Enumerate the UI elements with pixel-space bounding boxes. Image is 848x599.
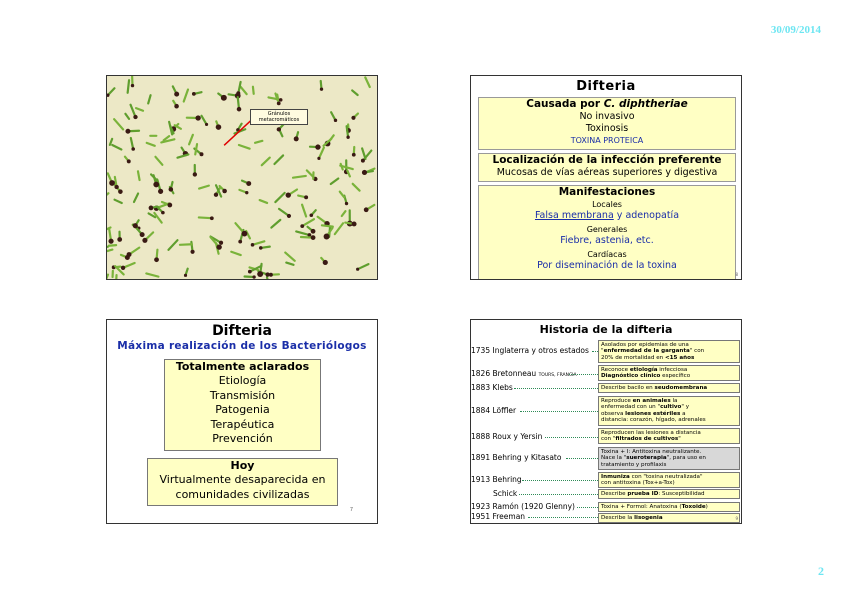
slide-micrograph [106,75,378,280]
slide-title: Historia de la difteria [539,323,673,336]
connector-line [545,437,598,438]
history-box: Toxina + I: Antitoxina neutralizante. Nace la "sueroterapia", para uso en tratamiento y profilaxis [598,447,740,470]
today-box [147,458,338,506]
history-box: Toxina + Formol: Anatoxina (Toxoide) [598,502,740,512]
today-line-2: comunidades civilizadas [175,487,310,501]
connector-line [577,507,598,508]
micrograph-image [107,76,377,279]
history-row: 1735 Inglaterra y otros estados [471,346,589,355]
history-row: Schick [493,489,518,498]
history-row: 1884 Löffler [471,406,517,415]
cause-line-3: TOXINA PROTEICA [570,136,644,145]
connector-line [514,388,598,389]
clarified-item: Etiología [218,374,267,387]
manifestations-box [478,185,736,280]
clarified-item: Terapéutica [210,417,275,431]
page-number: 2 [818,564,824,578]
connector-line [520,411,598,412]
slide-number: 8 [735,272,738,277]
connector-line [528,517,598,518]
slide-difteria-summary [470,75,742,280]
slide-number: 7 [349,507,353,513]
history-box: Reconoce etiología infecciosa Diagnóstico clínico específico [598,365,740,381]
location-box [478,153,736,182]
today-line-1: Virtualmente desaparecida en [159,473,326,486]
clarified-item: Patogenia [215,403,270,416]
cause-line-2: Toxinosis [585,123,629,134]
manifestations-heading: Manifestaciones [558,186,656,198]
history-box: Reproducen las lesiones a distancia con "filtrados de cultivos" [598,428,740,444]
history-row: 1913 Behring [471,475,522,484]
cardiacas-label: Cardíacas [587,250,627,259]
generales-text: Fiebre, astenia, etc. [560,235,654,246]
connector-line [522,480,598,481]
cause-line-1: No invasivo [579,111,635,122]
slide-number: 9 [735,516,738,521]
connector-line [569,374,598,375]
header-date: 30/09/2014 [770,24,821,36]
history-box: Reproduce en animales la enfermedad con un "cultivo" y observa lesiones estériles a distancia: corazón, hígado, adrenales [598,396,740,426]
cause-box [478,97,736,150]
history-box: Asolados por epidemias de una "enfermedad de la garganta" con 20% de mortalidad en <15 años [598,340,740,363]
slide-subtitle: Máxima realización de los Bacteriólogos [117,340,367,352]
cause-heading: Causada por C. diphtheriae [526,98,688,110]
clarified-item: Transmisión [209,388,276,402]
history-row: 1888 Roux y Yersin [471,432,543,441]
history-box: Describe prueba ID: Susceptibilidad [598,489,740,499]
location-line: Mucosas de vías aéreas superiores y digestiva [496,167,718,178]
clarified-box [164,359,321,451]
slide-title: Difteria [212,323,272,339]
history-row: 1923 Ramón (1920 Glenny) [471,502,575,511]
history-box: Describe la lisogenia [598,513,740,523]
connector-line [519,494,598,495]
slide-difteria-bacteriologos [106,319,378,524]
history-box: Describe bacilo en seudomembrana [598,383,740,393]
generales-label: Generales [586,225,628,234]
location-heading: Localización de la infección preferente [492,154,722,166]
cardiacas-text: Por diseminación de la toxina [537,260,677,271]
slide-title: Difteria [576,79,636,94]
history-row: 1891 Behring y Kitasato [471,453,562,462]
connector-line [566,458,598,459]
history-row: 1883 Klebs [471,383,513,392]
clarified-heading: Totalmente aclarados [175,360,310,373]
history-box: Inmuniza con "toxina neutralizada" con antitoxina (Tox+a-Tox) [598,472,740,488]
slide-historia [470,319,742,524]
locales-text: Falsa membrana y adenopatía [534,210,680,221]
clarified-item: Prevención [212,432,273,445]
history-row: 1826 Bretonneau TOURS, FRANCIA [471,369,577,378]
today-heading: Hoy [230,459,255,472]
history-row: 1951 Freeman [471,512,526,521]
callout-label: Gránulos metacromáticos [250,109,308,125]
locales-label: Locales [592,200,622,209]
